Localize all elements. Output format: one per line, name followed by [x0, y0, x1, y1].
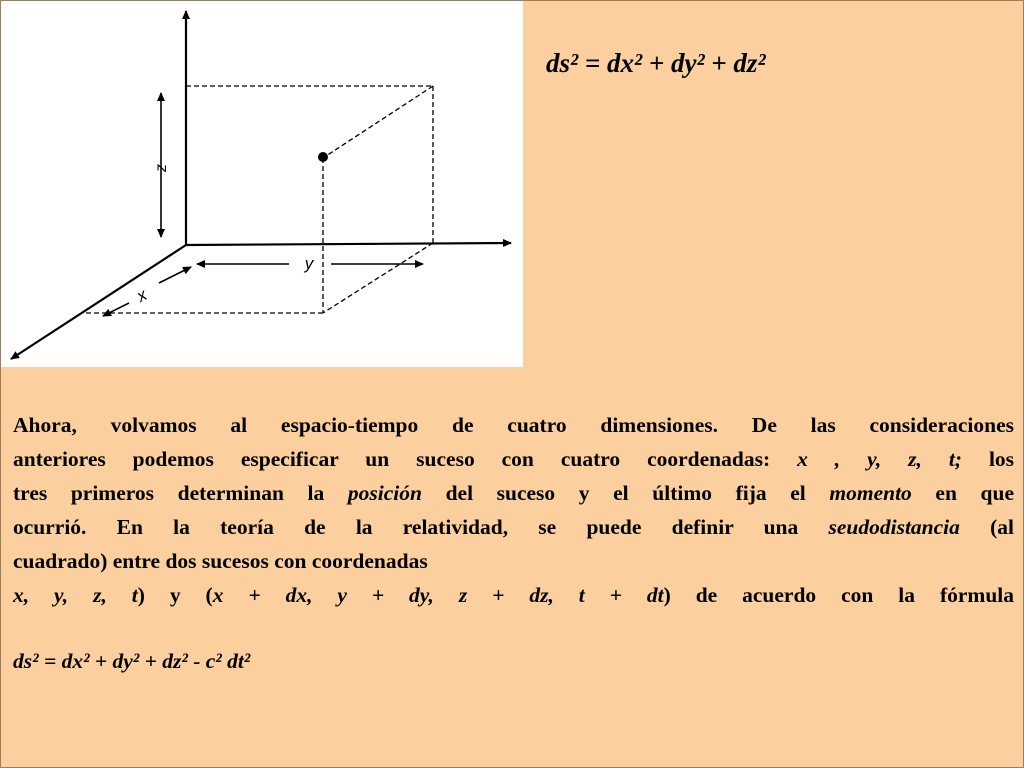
formula-spacetime: ds² = dx² + dy² + dz² - c² dt² — [13, 649, 251, 673]
x-axis — [11, 245, 186, 359]
point-marker — [318, 152, 328, 162]
momento-italic: momento — [829, 481, 912, 505]
seudodistancia-italic: seudodistancia — [828, 515, 960, 539]
y-axis-label: y — [304, 254, 314, 273]
x-dimension-arrow-upper — [159, 267, 191, 283]
x-axis-label: x — [133, 285, 150, 306]
formula-3d: ds² = dx² + dy² + dz² — [546, 48, 766, 78]
paragraph-line-2: anteriores podemos especificar un suceso con cuatro coordenadas: x , y, z, t; los — [13, 447, 1015, 471]
paragraph-line-4: ocurrió. En la teoría de la relatividad, se puede definir una seudodistancia (al — [13, 515, 1015, 539]
paragraph-line-3: tres primeros determinan la posición del suceso y el último fija el momento en que — [13, 481, 1014, 505]
dimension-arrows — [103, 93, 423, 316]
posicion-italic: posición — [347, 481, 422, 505]
body-paragraph — [13, 408, 1014, 612]
paragraph-line-6: x, y, z, t) y (x + dx, y + dy, z + dz, t + dt) de acuerdo con la fórmula — [13, 583, 1015, 607]
coordinate-diagram — [1, 1, 523, 367]
paragraph-line-1: Ahora, volvamos al espacio-tiempo de cuatro dimensiones. De las consideraciones — [13, 413, 1014, 437]
axes — [11, 11, 511, 359]
y-axis — [186, 243, 511, 245]
z-axis-label: z — [153, 164, 170, 172]
coordinates-italic: x , y, z, t; — [797, 447, 962, 471]
paragraph-line-5: cuadrado) entre dos sucesos con coordenadas — [13, 549, 428, 573]
x-dimension-arrow-lower — [103, 303, 129, 316]
